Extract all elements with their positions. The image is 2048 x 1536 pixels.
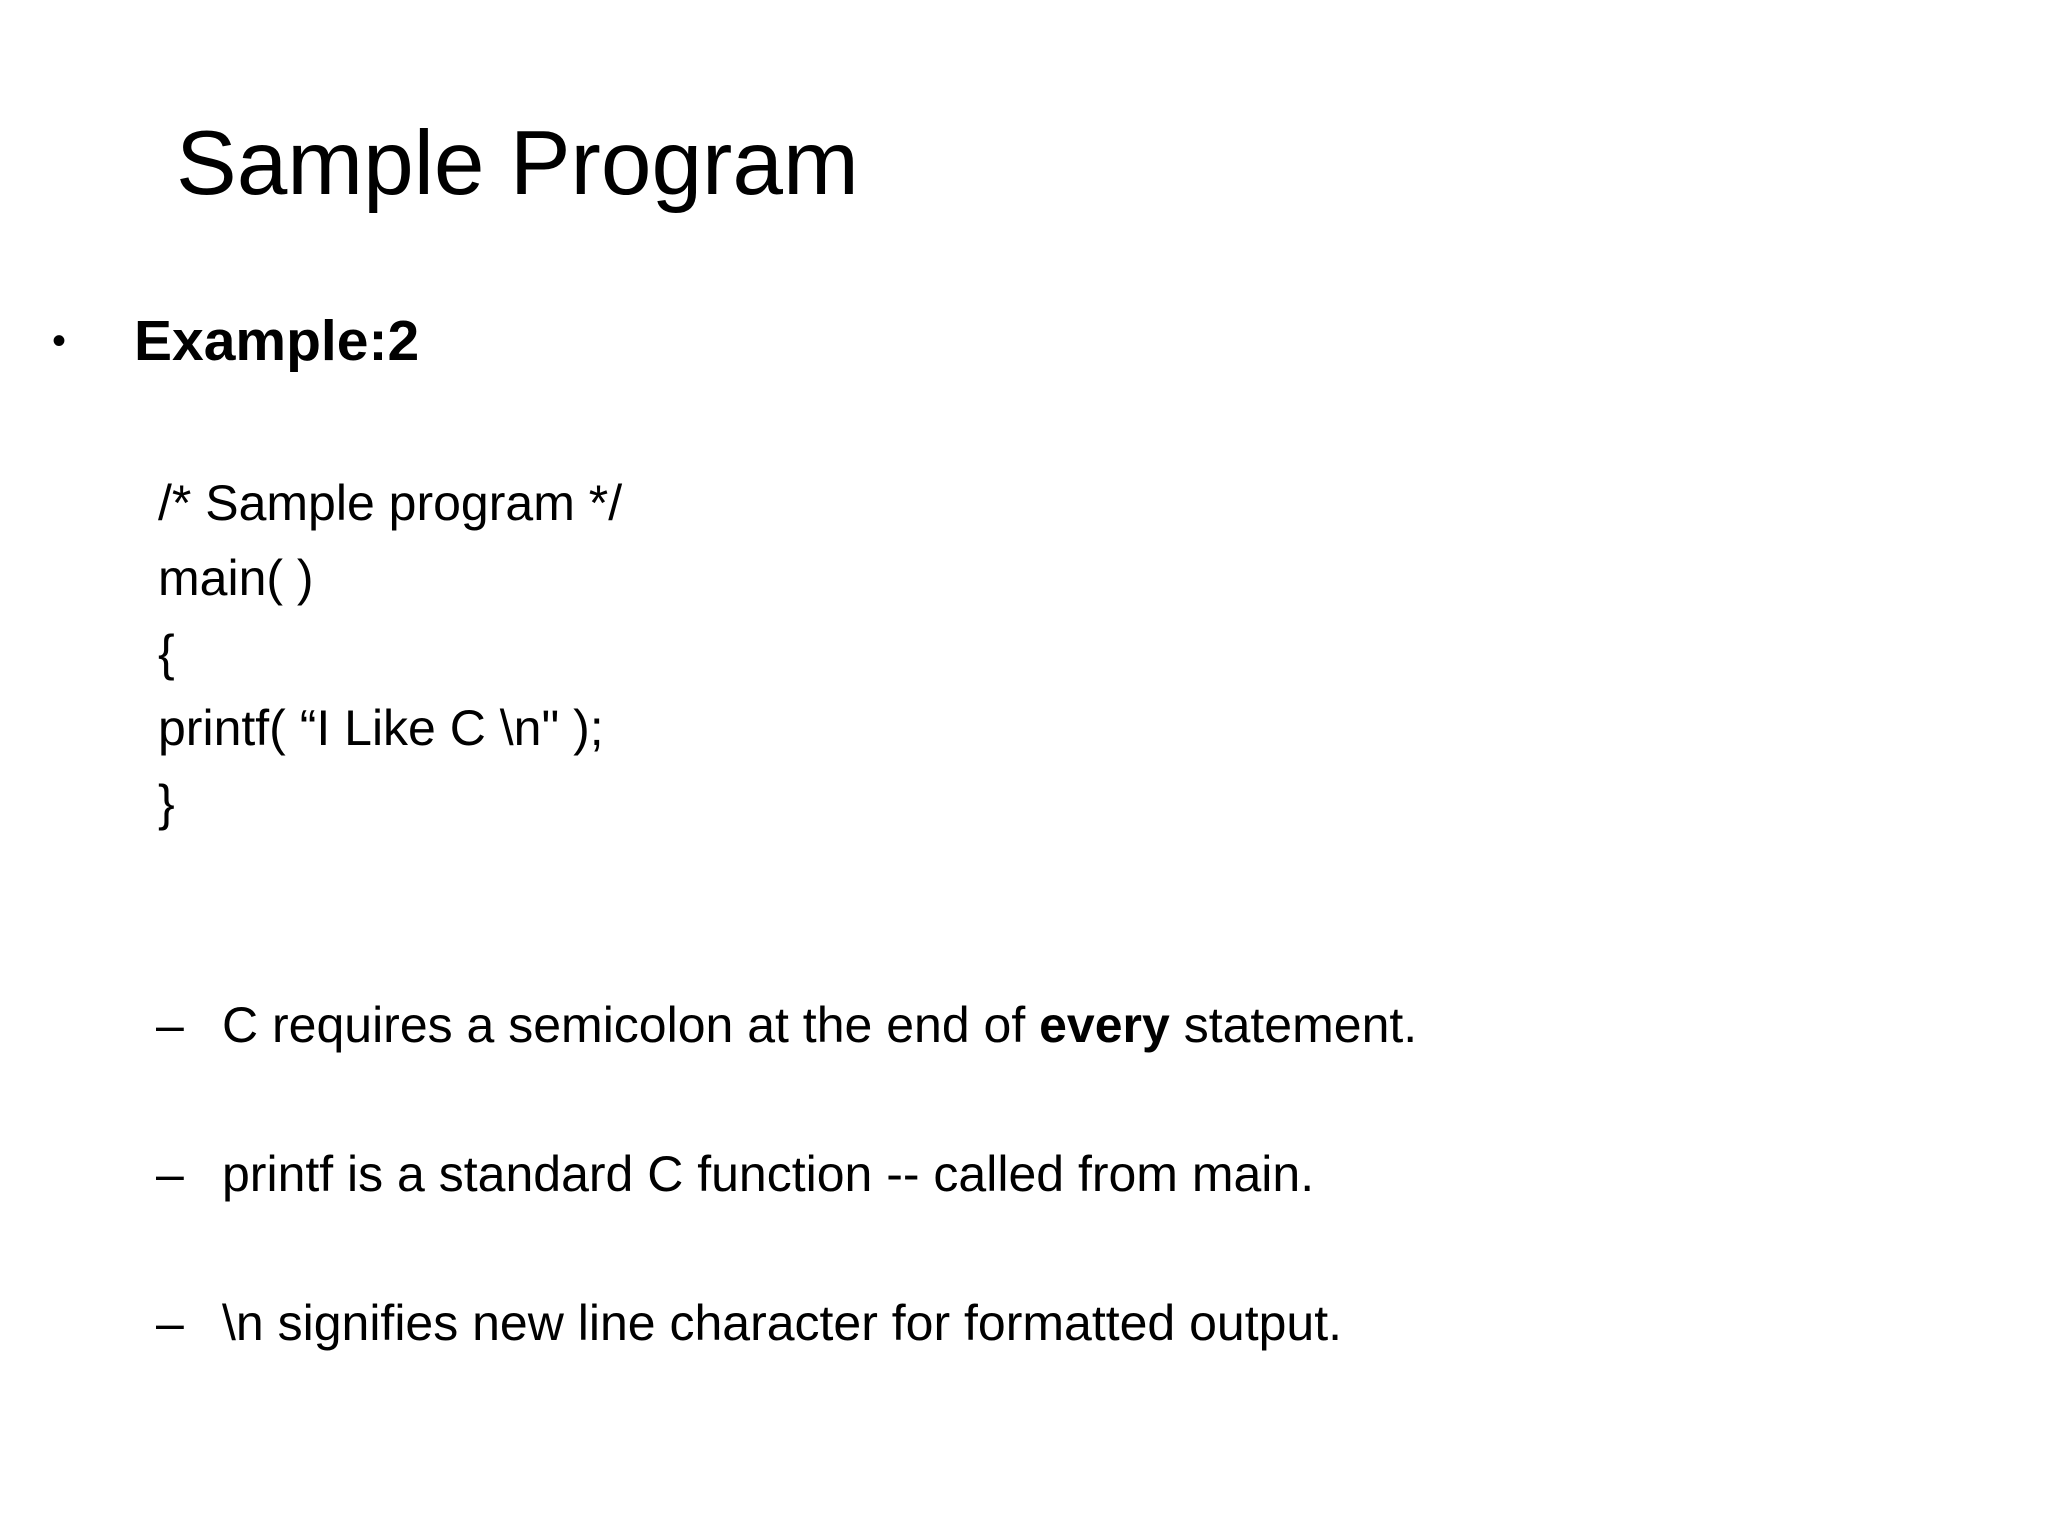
code-sample	[158, 466, 622, 841]
dash-icon: –	[156, 997, 184, 1053]
list-item-text	[222, 1286, 1342, 1361]
emphasis-text: every	[1039, 997, 1170, 1053]
dash-icon: –	[156, 1295, 184, 1351]
text-segment: \n signifies new line character for formatted output.	[222, 1295, 1343, 1351]
list-item-text	[222, 1137, 1314, 1212]
explanation-list	[156, 988, 1417, 1435]
bullet-icon: •	[52, 319, 67, 363]
text-segment: printf is a standard C function -- called from main.	[222, 1146, 1315, 1202]
text-segment: C requires a semicolon at the end of	[222, 997, 1040, 1053]
bullet-example	[52, 306, 419, 376]
code-line: {	[158, 625, 175, 681]
slide-title: Sample Program	[176, 113, 859, 214]
list-item-text	[222, 988, 1417, 1063]
list-item	[156, 1286, 1417, 1361]
list-item	[156, 988, 1417, 1063]
code-line: printf( “I Like C \n" );	[158, 700, 604, 756]
list-item	[156, 1137, 1417, 1212]
code-line: main( )	[158, 550, 314, 606]
bullet-label: Example:2	[134, 309, 420, 373]
code-line: /* Sample program */	[158, 475, 623, 531]
text-segment: statement.	[1169, 997, 1418, 1053]
dash-icon: –	[156, 1146, 184, 1202]
code-line: }	[158, 775, 175, 831]
